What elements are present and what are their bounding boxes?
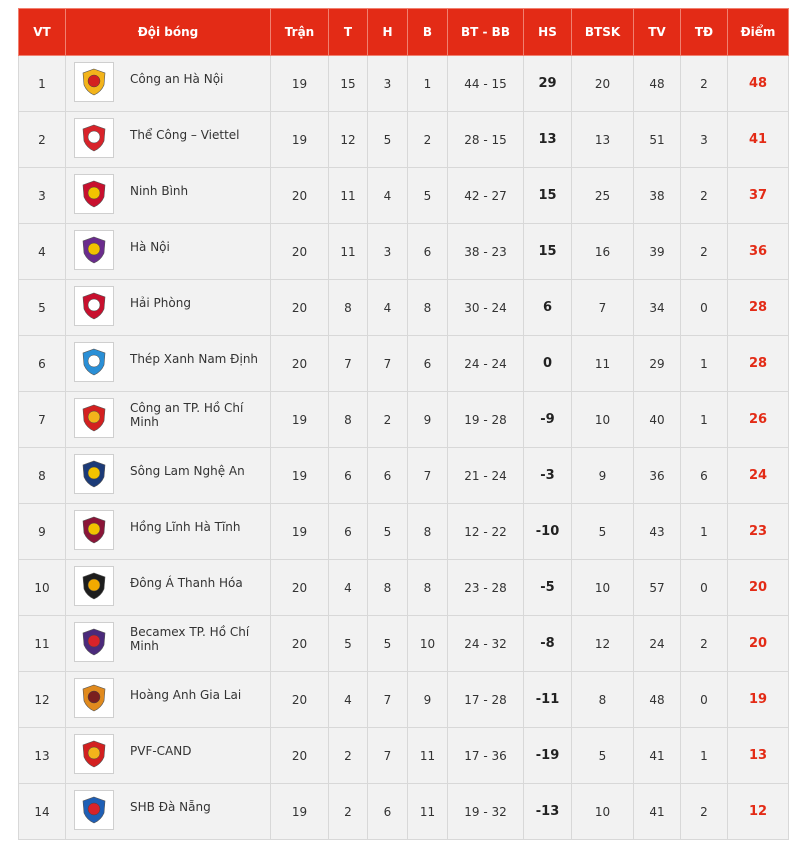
draws-cell: 7 [368,336,408,392]
td-cell: 2 [681,224,728,280]
points-cell: 24 [728,448,789,504]
td-cell: 2 [681,168,728,224]
team-name: SHB Đà Nẵng [130,799,211,814]
team-logo-icon [74,62,114,102]
table-row [19,224,789,280]
btsk-cell: 20 [572,56,634,112]
goal-diff-cell: 15 [524,168,572,224]
draws-cell: 7 [368,672,408,728]
draws-cell: 5 [368,504,408,560]
team-name: PVF-CAND [130,743,192,758]
team-logo-icon [74,678,114,718]
team-logo-icon [74,174,114,214]
goals-cell: 44 - 15 [448,56,524,112]
position-cell: 3 [19,168,66,224]
goal-diff-cell: -19 [524,728,572,784]
team-cell [66,56,271,112]
tv-cell: 57 [634,560,681,616]
table-row [19,504,789,560]
goal-diff-cell: 0 [524,336,572,392]
team-wrap [74,232,270,272]
header-goal-diff: HS [524,9,572,56]
table-row [19,616,789,672]
td-cell: 1 [681,728,728,784]
goal-diff-cell: -9 [524,392,572,448]
points-cell: 28 [728,336,789,392]
position-cell: 6 [19,336,66,392]
team-name: Hồng Lĩnh Hà Tĩnh [130,519,241,534]
goals-cell: 38 - 23 [448,224,524,280]
goals-cell: 28 - 15 [448,112,524,168]
team-logo-icon [74,622,114,662]
btsk-cell: 10 [572,784,634,840]
wins-cell: 5 [329,616,368,672]
btsk-cell: 8 [572,672,634,728]
position-cell: 13 [19,728,66,784]
td-cell: 3 [681,112,728,168]
losses-cell: 2 [408,112,448,168]
points-cell: 28 [728,280,789,336]
table-row [19,56,789,112]
goals-cell: 17 - 28 [448,672,524,728]
team-name: Thể Công – Viettel [130,127,240,142]
header-losses: B [408,9,448,56]
position-cell: 11 [19,616,66,672]
matches-cell: 19 [271,504,329,560]
wins-cell: 11 [329,168,368,224]
matches-cell: 19 [271,112,329,168]
points-cell: 26 [728,392,789,448]
header-points: Điểm [728,9,789,56]
points-cell: 37 [728,168,789,224]
team-wrap [74,512,270,552]
points-cell: 23 [728,504,789,560]
header-team: Đội bóng [66,9,271,56]
td-cell: 0 [681,560,728,616]
btsk-cell: 25 [572,168,634,224]
team-wrap [74,624,270,664]
team-wrap [74,176,270,216]
td-cell: 2 [681,784,728,840]
table-row [19,392,789,448]
table-row [19,280,789,336]
position-cell: 14 [19,784,66,840]
matches-cell: 20 [271,672,329,728]
team-wrap [74,120,270,160]
team-cell [66,168,271,224]
team-wrap [74,64,270,104]
team-cell [66,336,271,392]
points-cell: 48 [728,56,789,112]
position-cell: 8 [19,448,66,504]
matches-cell: 20 [271,168,329,224]
points-cell: 12 [728,784,789,840]
points-cell: 36 [728,224,789,280]
matches-cell: 20 [271,616,329,672]
wins-cell: 4 [329,672,368,728]
losses-cell: 7 [408,448,448,504]
btsk-cell: 11 [572,336,634,392]
draws-cell: 4 [368,168,408,224]
wins-cell: 8 [329,280,368,336]
team-cell [66,616,271,672]
draws-cell: 4 [368,280,408,336]
team-logo-icon [74,230,114,270]
losses-cell: 9 [408,672,448,728]
header-goals: BT - BB [448,9,524,56]
team-name: Hải Phòng [130,295,191,310]
wins-cell: 6 [329,448,368,504]
wins-cell: 6 [329,504,368,560]
goals-cell: 23 - 28 [448,560,524,616]
goal-diff-cell: -10 [524,504,572,560]
tv-cell: 24 [634,616,681,672]
tv-cell: 43 [634,504,681,560]
td-cell: 6 [681,448,728,504]
draws-cell: 2 [368,392,408,448]
goals-cell: 21 - 24 [448,448,524,504]
goals-cell: 42 - 27 [448,168,524,224]
team-cell [66,280,271,336]
wins-cell: 15 [329,56,368,112]
table-row [19,336,789,392]
td-cell: 0 [681,280,728,336]
matches-cell: 20 [271,280,329,336]
matches-cell: 19 [271,392,329,448]
draws-cell: 3 [368,56,408,112]
losses-cell: 5 [408,168,448,224]
btsk-cell: 10 [572,392,634,448]
position-cell: 10 [19,560,66,616]
tv-cell: 29 [634,336,681,392]
team-name: Becamex TP. Hồ Chí Minh [130,624,250,653]
team-cell [66,504,271,560]
goals-cell: 19 - 28 [448,392,524,448]
team-cell [66,224,271,280]
matches-cell: 19 [271,448,329,504]
team-cell [66,728,271,784]
table-row [19,728,789,784]
draws-cell: 6 [368,448,408,504]
draws-cell: 6 [368,784,408,840]
goal-diff-cell: -11 [524,672,572,728]
team-name: Công an Hà Nội [130,71,224,86]
goal-diff-cell: 6 [524,280,572,336]
tv-cell: 39 [634,224,681,280]
position-cell: 1 [19,56,66,112]
losses-cell: 9 [408,392,448,448]
losses-cell: 11 [408,728,448,784]
table-row [19,168,789,224]
losses-cell: 8 [408,560,448,616]
team-logo-icon [74,790,114,830]
team-cell [66,448,271,504]
matches-cell: 20 [271,336,329,392]
goals-cell: 30 - 24 [448,280,524,336]
matches-cell: 20 [271,728,329,784]
btsk-cell: 13 [572,112,634,168]
tv-cell: 51 [634,112,681,168]
team-cell [66,672,271,728]
btsk-cell: 12 [572,616,634,672]
team-logo-icon [74,286,114,326]
btsk-cell: 16 [572,224,634,280]
matches-cell: 20 [271,224,329,280]
matches-cell: 19 [271,56,329,112]
losses-cell: 6 [408,336,448,392]
losses-cell: 8 [408,504,448,560]
td-cell: 1 [681,336,728,392]
draws-cell: 8 [368,560,408,616]
team-cell [66,560,271,616]
draws-cell: 5 [368,112,408,168]
btsk-cell: 5 [572,728,634,784]
goal-diff-cell: 13 [524,112,572,168]
td-cell: 1 [681,504,728,560]
td-cell: 0 [681,672,728,728]
points-cell: 20 [728,560,789,616]
goals-cell: 19 - 32 [448,784,524,840]
losses-cell: 10 [408,616,448,672]
position-cell: 5 [19,280,66,336]
wins-cell: 12 [329,112,368,168]
goal-diff-cell: -13 [524,784,572,840]
goal-diff-cell: -8 [524,616,572,672]
team-name: Hoàng Anh Gia Lai [130,687,242,702]
team-wrap [74,568,270,608]
goal-diff-cell: -3 [524,448,572,504]
team-logo-icon [74,398,114,438]
btsk-cell: 5 [572,504,634,560]
team-wrap [74,792,270,832]
position-cell: 7 [19,392,66,448]
points-cell: 19 [728,672,789,728]
standings-table [18,8,789,840]
header-tv: TV [634,9,681,56]
table-row [19,784,789,840]
team-wrap [74,456,270,496]
team-logo-icon [74,566,114,606]
team-wrap [74,288,270,328]
header-btsk: BTSK [572,9,634,56]
team-logo-icon [74,510,114,550]
wins-cell: 7 [329,336,368,392]
table-row [19,112,789,168]
team-wrap [74,400,270,440]
goal-diff-cell: 15 [524,224,572,280]
team-name: Công an TP. Hồ Chí Minh [130,400,244,429]
losses-cell: 1 [408,56,448,112]
header-draws: H [368,9,408,56]
td-cell: 1 [681,392,728,448]
team-name: Đông Á Thanh Hóa [130,575,243,590]
team-wrap [74,680,270,720]
draws-cell: 7 [368,728,408,784]
team-logo-icon [74,342,114,382]
points-cell: 20 [728,616,789,672]
draws-cell: 5 [368,616,408,672]
tv-cell: 41 [634,728,681,784]
btsk-cell: 7 [572,280,634,336]
td-cell: 2 [681,616,728,672]
table-row [19,672,789,728]
goals-cell: 12 - 22 [448,504,524,560]
position-cell: 2 [19,112,66,168]
team-logo-icon [74,454,114,494]
team-wrap [74,736,270,776]
goals-cell: 24 - 32 [448,616,524,672]
header-vt: VT [19,9,66,56]
table-row [19,560,789,616]
header-matches: Trận [271,9,329,56]
position-cell: 4 [19,224,66,280]
matches-cell: 20 [271,560,329,616]
goal-diff-cell: -5 [524,560,572,616]
tv-cell: 48 [634,56,681,112]
draws-cell: 3 [368,224,408,280]
goals-cell: 24 - 24 [448,336,524,392]
goals-cell: 17 - 36 [448,728,524,784]
tv-cell: 40 [634,392,681,448]
wins-cell: 8 [329,392,368,448]
tv-cell: 36 [634,448,681,504]
table-row [19,448,789,504]
wins-cell: 2 [329,784,368,840]
team-logo-icon [74,118,114,158]
team-wrap [74,344,270,384]
tv-cell: 34 [634,280,681,336]
header-wins: T [329,9,368,56]
position-cell: 12 [19,672,66,728]
btsk-cell: 9 [572,448,634,504]
matches-cell: 19 [271,784,329,840]
goal-diff-cell: 29 [524,56,572,112]
team-cell [66,112,271,168]
tv-cell: 41 [634,784,681,840]
team-cell [66,392,271,448]
team-name: Hà Nội [130,239,170,254]
losses-cell: 8 [408,280,448,336]
wins-cell: 4 [329,560,368,616]
wins-cell: 11 [329,224,368,280]
table-header-row [19,9,789,56]
points-cell: 41 [728,112,789,168]
tv-cell: 48 [634,672,681,728]
tv-cell: 38 [634,168,681,224]
team-cell [66,784,271,840]
team-name: Thép Xanh Nam Định [130,351,259,366]
team-name: Ninh Bình [130,183,189,198]
wins-cell: 2 [329,728,368,784]
header-td: TĐ [681,9,728,56]
losses-cell: 6 [408,224,448,280]
losses-cell: 11 [408,784,448,840]
team-name: Sông Lam Nghệ An [130,463,245,478]
td-cell: 2 [681,56,728,112]
position-cell: 9 [19,504,66,560]
btsk-cell: 10 [572,560,634,616]
points-cell: 13 [728,728,789,784]
team-logo-icon [74,734,114,774]
